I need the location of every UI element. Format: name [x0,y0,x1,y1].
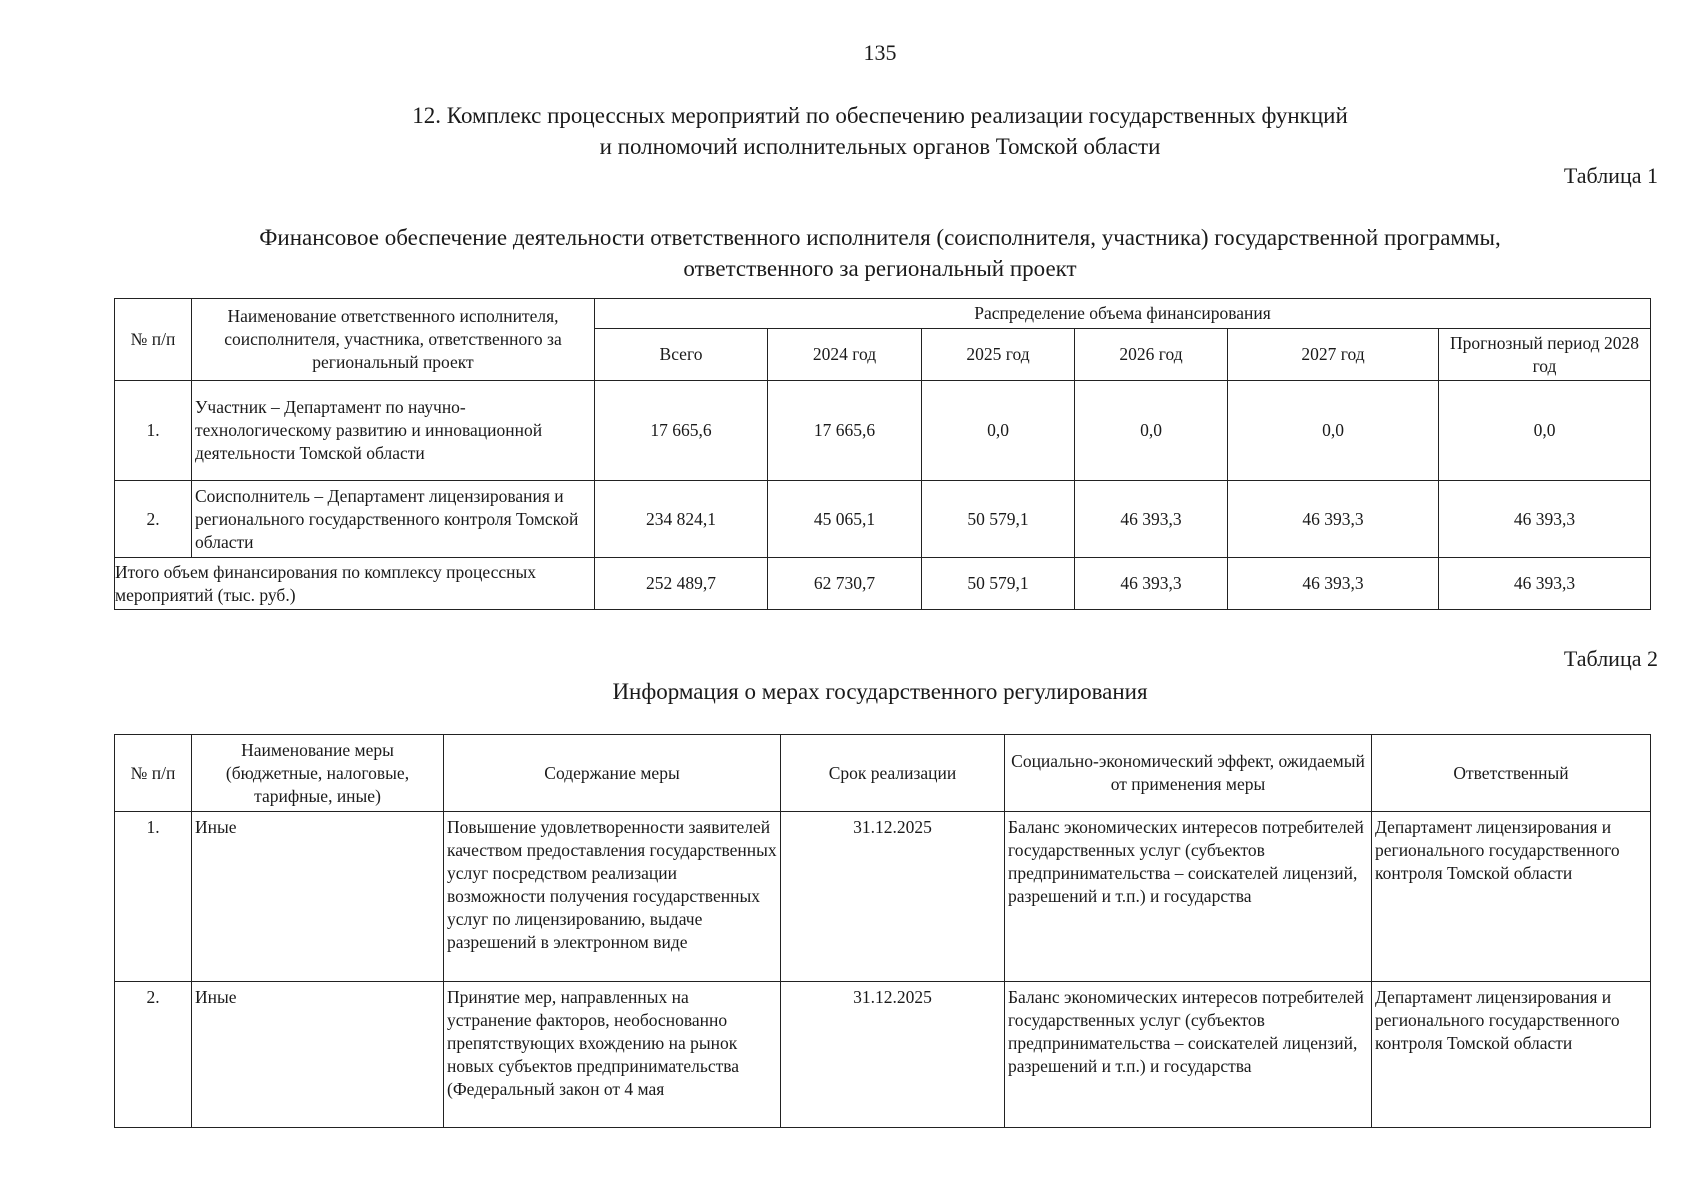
total-row-total: 252 489,7 [595,558,768,610]
row-executor-name: Соисполнитель – Департамент лицензирования и регионального государственного контроля Томской области [192,481,595,558]
table-2-title: Информация о мерах государственного регулирования [612,679,1148,704]
section-title-line-2: и полномочий исполнительных органов Томской области [599,134,1161,159]
total-row [115,558,1651,610]
total-row-2028: 46 393,3 [1439,558,1651,610]
financing-table [114,298,1651,610]
row-measure-name: Иные [192,812,444,982]
total-row-2025: 50 579,1 [922,558,1075,610]
row-num: 1. [115,812,192,982]
row-2025: 0,0 [922,381,1075,481]
table-2-caption: Таблица 2 [1563,646,1658,671]
row-2026: 0,0 [1075,381,1228,481]
header-responsible: Ответственный [1372,735,1651,812]
header-effect: Социально-экономический эффект, ожидаемый от применения меры [1005,735,1372,812]
header-measure-content: Содержание меры [444,735,781,812]
table-row [115,381,1651,481]
header-term: Срок реализации [781,735,1005,812]
row-effect: Баланс экономических интересов потребителей государственных услуг (субъектов предпринимательства – соискателей лицензий, разрешений и т.п.) и государства [1005,812,1372,982]
page-number: 135 [863,40,897,65]
header-num: № п/п [115,299,192,381]
header-2024: 2024 год [768,329,922,381]
table-1-caption: Таблица 1 [1563,163,1658,188]
total-row-label: Итого объем финансирования по комплексу процессных мероприятий (тыс. руб.) [115,558,595,610]
total-row-2024: 62 730,7 [768,558,922,610]
row-executor-name: Участник – Департамент по научно-технологическому развитию и инновационной деятельности Томской области [192,381,595,481]
header-num: № п/п [115,735,192,812]
table-row [115,481,1651,558]
table-1-title-line-2: ответственного за региональный проект [683,256,1077,281]
row-responsible: Департамент лицензирования и регионального государственного контроля Томской области [1372,982,1651,1128]
row-2024: 17 665,6 [768,381,922,481]
row-measure-content: Принятие мер, направленных на устранение факторов, необоснованно препятствующих вхождению на рынок новых субъектов предпринимательства (Федеральный закон от 4 мая [444,982,781,1128]
header-executor-name: Наименование ответственного исполнителя, соисполнителя, участника, ответственного за региональный проект [192,299,595,381]
header-total: Всего [595,329,768,381]
row-total: 17 665,6 [595,381,768,481]
regulation-measures-table [114,734,1651,1128]
row-2028: 46 393,3 [1439,481,1651,558]
header-2025: 2025 год [922,329,1075,381]
table-row [115,812,1651,982]
row-total: 234 824,1 [595,481,768,558]
row-measure-name: Иные [192,982,444,1128]
header-distribution: Распределение объема финансирования [595,299,1651,329]
row-num: 2. [115,982,192,1128]
header-2027: 2027 год [1228,329,1439,381]
total-row-2027: 46 393,3 [1228,558,1439,610]
row-effect: Баланс экономических интересов потребителей государственных услуг (субъектов предпринимательства – соискателей лицензий, разрешений и т.п.) и государства [1005,982,1372,1128]
row-responsible: Департамент лицензирования и регионального государственного контроля Томской области [1372,812,1651,982]
row-term: 31.12.2025 [781,982,1005,1128]
section-title [0,100,1698,162]
row-2025: 50 579,1 [922,481,1075,558]
total-row-2026: 46 393,3 [1075,558,1228,610]
row-2027: 0,0 [1228,381,1439,481]
section-title-line-1: 12. Комплекс процессных мероприятий по обеспечению реализации государственных функций [412,103,1348,128]
table-row [115,982,1651,1128]
row-2028: 0,0 [1439,381,1651,481]
row-2027: 46 393,3 [1228,481,1439,558]
row-num: 1. [115,381,192,481]
header-2026: 2026 год [1075,329,1228,381]
header-2028-forecast: Прогнозный период 2028 год [1439,329,1651,381]
row-num: 2. [115,481,192,558]
table-1-title-line-1: Финансовое обеспечение деятельности ответственного исполнителя (соисполнителя, участника) государственной программы, [259,225,1501,250]
row-2024: 45 065,1 [768,481,922,558]
row-measure-content: Повышение удовлетворенности заявителей качеством предоставления государственных услуг посредством реализации возможности получения государственных услуг по лицензированию, выдаче разрешений в электронном виде [444,812,781,982]
table-1-title [0,222,1698,284]
row-term: 31.12.2025 [781,812,1005,982]
header-measure-name: Наименование меры (бюджетные, налоговые, тарифные, иные) [192,735,444,812]
row-2026: 46 393,3 [1075,481,1228,558]
